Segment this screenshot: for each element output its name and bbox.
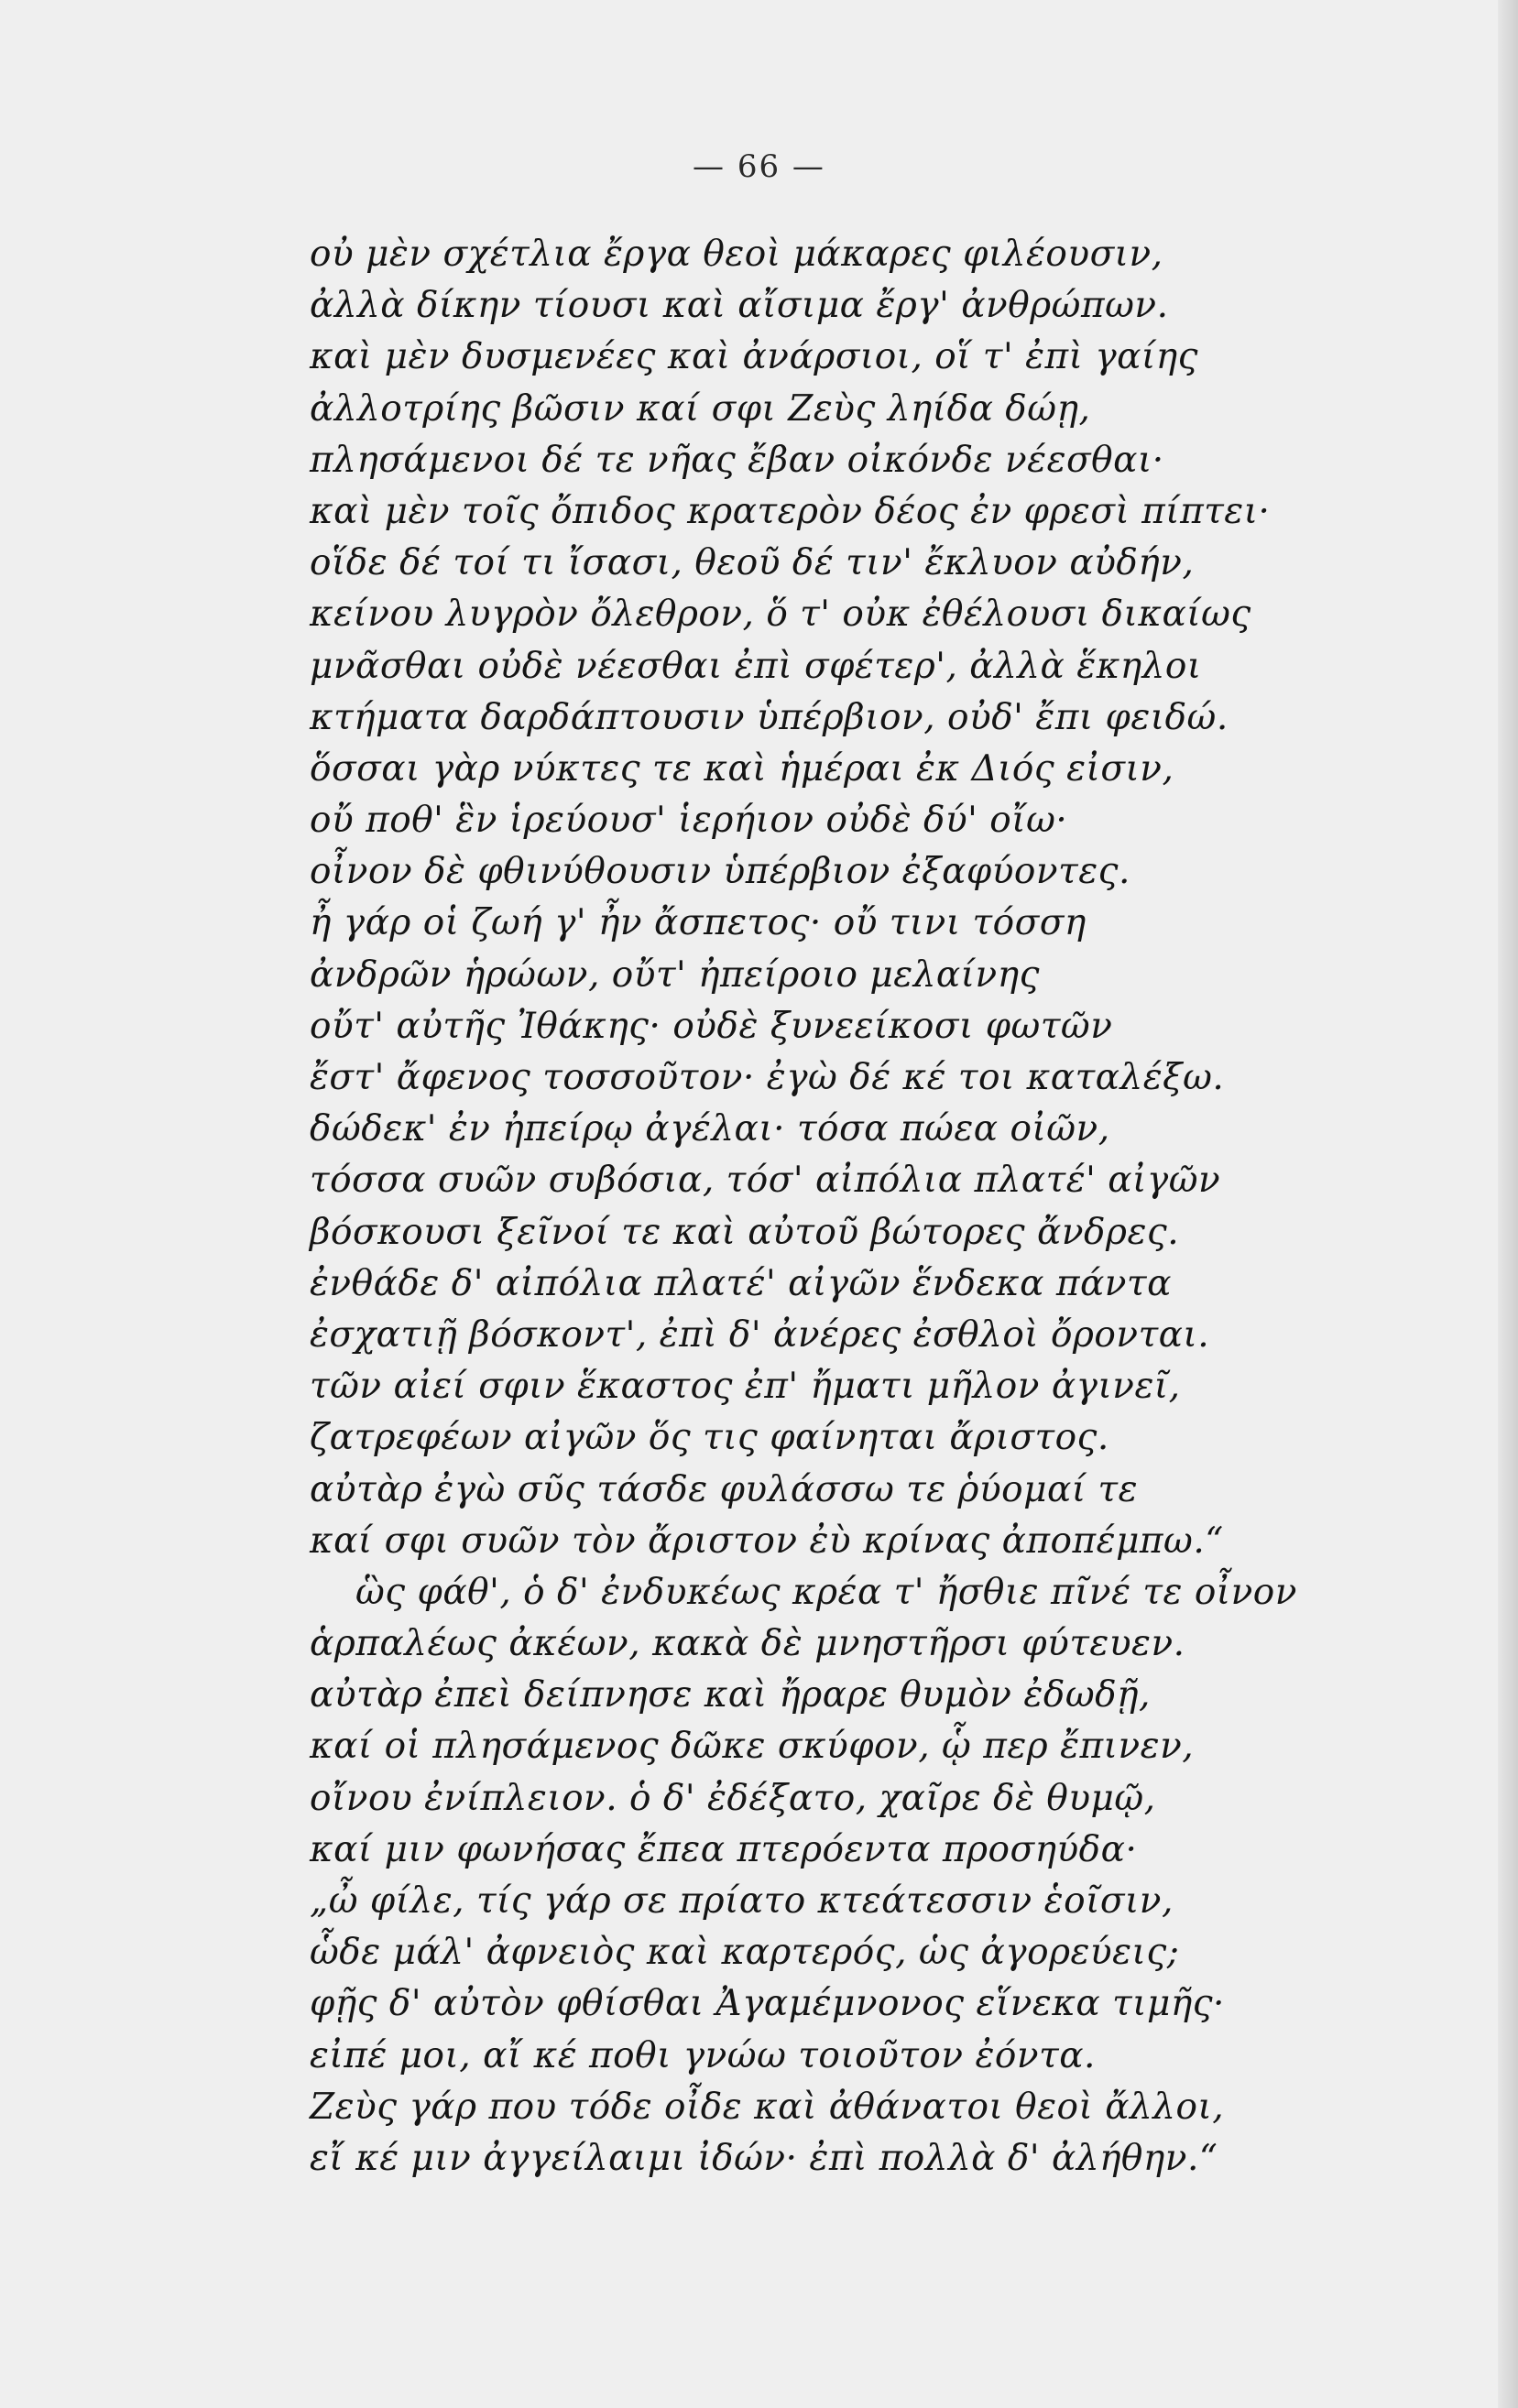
verse-line: ἀλλοτρίης βῶσιν καί σφι Ζεὺς ληίδα δώῃ, — [310, 387, 1091, 430]
verse-line: ἦ γάρ οἱ ζωή γ' ἦν ἄσπετος· οὔ τινι τόσση — [310, 902, 1087, 944]
verse-line: οἵδε δέ τοί τι ἴσασι, θεοῦ δέ τιν' ἔκλυον αὐδήν, — [310, 542, 1195, 584]
verse-line: εἰπέ μοι, αἴ κέ ποθι γνώω τοιοῦτον ἐόντα. — [310, 2034, 1096, 2076]
verse-line: φῇς δ' αὐτὸν φθίσθαι Ἀγαμέμνονος εἵνεκα τιμῆς· — [310, 1983, 1225, 2025]
verse-line: Ζεὺς γάρ που τόδε οἶδε καὶ ἀθάνατοι θεοὶ ἄλλοι, — [310, 2086, 1225, 2128]
verse-line: ἔστ' ἄφενος τοσσοῦτον· ἐγὼ δέ κέ τοι καταλέξω. — [310, 1057, 1225, 1098]
verse-line: ἀλλὰ δίκην τίουσι καὶ αἴσιμα ἔργ' ἀνθρώπων. — [310, 285, 1169, 327]
verse-line: εἴ κέ μιν ἀγγείλαιμι ἰδών· ἐπὶ πολλὰ δ' ἀλήθην.“ — [310, 2137, 1218, 2179]
verse-line: δώδεκ' ἐν ἠπείρῳ ἀγέλαι· τόσα πώεα οἰῶν, — [310, 1108, 1110, 1150]
page-number: — 66 — — [693, 148, 825, 185]
verse-line: τῶν αἰεί σφιν ἕκαστος ἐπ' ἤματι μῆλον ἀγινεῖ, — [310, 1366, 1181, 1408]
verse-line: ζατρεφέων αἰγῶν ὅς τις φαίνηται ἄριστος. — [310, 1417, 1109, 1459]
verse-block — [310, 229, 1391, 2185]
verse-line: βόσκουσι ξεῖνοί τε καὶ αὐτοῦ βώτορες ἄνδρες. — [310, 1211, 1180, 1253]
verse-line: αὐτὰρ ἐπεὶ δείπνησε καὶ ἤραρε θυμὸν ἐδωδῇ, — [310, 1674, 1151, 1716]
verse-line: κείνου λυγρὸν ὄλεθρον, ὅ τ' οὐκ ἐθέλουσι δικαίως — [310, 594, 1251, 636]
verse-line: ἐσχατιῇ βόσκοντ', ἐπὶ δ' ἀνέρες ἐσθλοὶ ὄρονται. — [310, 1313, 1210, 1356]
verse-line: αὐτὰρ ἐγὼ σῦς τάσδε φυλάσσω τε ῥύομαί τε — [310, 1468, 1139, 1510]
verse-line: οἶνον δὲ φθινύθουσιν ὑπέρβιον ἐξαφύοντες. — [310, 851, 1130, 893]
verse-line: „ὦ φίλε, τίς γάρ σε πρίατο κτεάτεσσιν ἑοῖσιν, — [310, 1880, 1174, 1922]
verse-line: ἀνδρῶν ἡρώων, οὔτ' ἠπείροιο μελαίνης — [310, 953, 1040, 996]
verse-line: καὶ μὲν δυσμενέες καὶ ἀνάρσιοι, οἵ τ' ἐπὶ γαίης — [310, 336, 1199, 378]
verse-line: καί μιν φωνήσας ἔπεα πτερόεντα προσηύδα· — [310, 1828, 1138, 1870]
verse-line: πλησάμενοι δέ τε νῆας ἔβαν οἰκόνδε νέεσθαι· — [310, 439, 1164, 481]
page-edge — [1498, 0, 1518, 2408]
verse-line: ὧδε μάλ' ἀφνειὸς καὶ καρτερός, ὡς ἀγορεύεις; — [310, 1932, 1180, 1974]
verse-line: τόσσα συῶν συβόσια, τόσ' αἰπόλια πλατέ' αἰγῶν — [310, 1160, 1221, 1202]
verse-line: ὅσσαι γὰρ νύκτες τε καὶ ἡμέραι ἐκ Διός εἰσιν, — [310, 747, 1174, 790]
verse-line: οἴνου ἐνίπλειον. ὁ δ' ἐδέξατο, χαῖρε δὲ θυμῷ, — [310, 1777, 1156, 1819]
verse-line: κτήματα δαρδάπτουσιν ὑπέρβιον, οὐδ' ἔπι φειδώ. — [310, 696, 1229, 738]
verse-line: οὐ μὲν σχέτλια ἔργα θεοὶ μάκαρες φιλέουσιν, — [310, 234, 1163, 275]
verse-line: καί σφι συῶν τὸν ἄριστον ἐὺ κρίνας ἀποπέμπω.“ — [310, 1520, 1224, 1562]
verse-line: ἁρπαλέως ἀκέων, κακὰ δὲ μνηστῆρσι φύτευεν. — [310, 1623, 1185, 1665]
verse-line: οὔ ποθ' ἓν ἱρεύουσ' ἱερήιον οὐδὲ δύ' οἴω· — [310, 800, 1068, 842]
verse-line: καὶ μὲν τοῖς ὄπιδος κρατερὸν δέος ἐν φρεσὶ πίπτει· — [310, 490, 1271, 532]
verse-line: ὣς φάθ', ὁ δ' ἐνδυκέως κρέα τ' ἤσθιε πῖνέ τε οἶνον — [355, 1571, 1297, 1613]
verse-line: μνᾶσθαι οὐδὲ νέεσθαι ἐπὶ σφέτερ', ἀλλὰ ἕκηλοι — [310, 645, 1202, 687]
verse-line: οὔτ' αὐτῆς Ἰθάκης· οὐδὲ ξυνεείκοσι φωτῶν — [310, 1005, 1113, 1047]
verse-line: ἐνθάδε δ' αἰπόλια πλατέ' αἰγῶν ἕνδεκα πάντα — [310, 1262, 1172, 1304]
verse-line: καί οἱ πλησάμενος δῶκε σκύφον, ᾧ περ ἔπινεν, — [310, 1726, 1195, 1768]
